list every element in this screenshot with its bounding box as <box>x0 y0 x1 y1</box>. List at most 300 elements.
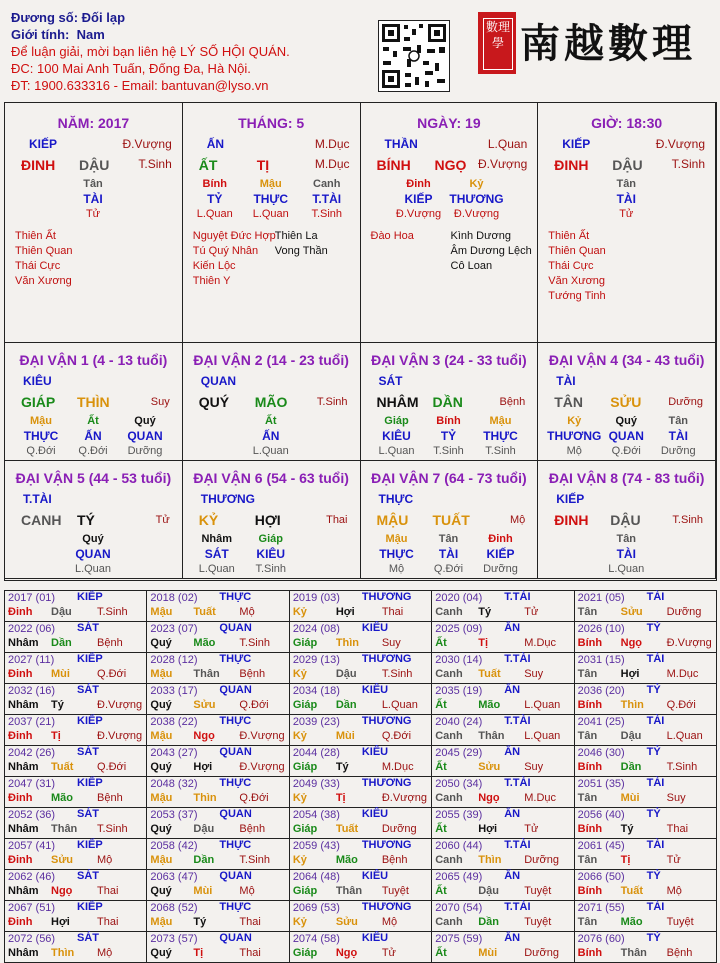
year-stem: Mậu <box>150 606 173 618</box>
year-star: TỶ <box>646 932 661 944</box>
year-label: 2057 (41) <box>8 840 56 852</box>
year-label: 2061 (45) <box>577 840 625 852</box>
year-star: QUAN <box>219 932 252 944</box>
year-branch: Hợi <box>193 761 213 773</box>
year-star: ẤN <box>504 932 521 944</box>
year-label: 2067 (51) <box>8 902 56 914</box>
dv-hidden-star: THỰC <box>379 547 414 561</box>
year-cell <box>575 932 716 962</box>
year-status: Mộ <box>239 606 255 618</box>
year-cell <box>290 653 432 683</box>
year-label: 2058 (42) <box>150 840 198 852</box>
year-status: Q.Đới <box>239 699 269 711</box>
year-stem: Giáp <box>292 885 318 897</box>
year-branch: Ngọ <box>51 885 73 897</box>
year-cell <box>290 777 432 807</box>
year-label: 2054 (38) <box>292 809 340 821</box>
year-status: Dưỡng <box>381 823 417 835</box>
year-stem: Kỷ <box>292 730 307 742</box>
year-label: 2052 (36) <box>8 809 56 821</box>
year-row <box>5 715 716 746</box>
year-status: M.Dục <box>666 668 699 680</box>
year-star: THƯƠNG <box>361 839 412 851</box>
dv-hidden-stem: Quý <box>134 415 156 427</box>
year-star: TỶ <box>646 684 661 696</box>
year-cell <box>290 901 432 931</box>
star-left: Thiên Y <box>192 275 231 287</box>
year-branch: Thìn <box>620 699 644 711</box>
year-label: 2024 (08) <box>292 623 340 635</box>
year-status: Bệnh <box>239 668 266 680</box>
dai-van-star: KIÊU <box>23 374 52 388</box>
dv-hidden-stem: Giáp <box>258 533 283 545</box>
pillar-branch-status: T.Sinh <box>138 157 172 171</box>
dai-van-branch: TÝ <box>77 512 95 528</box>
year-star: THƯƠNG <box>361 777 412 789</box>
star-left: Thái Cực <box>548 260 594 272</box>
year-row <box>5 932 716 962</box>
dv-hidden-star: KIÊU <box>256 547 286 561</box>
year-star: KIÊU <box>361 932 389 944</box>
gender-value: Nam <box>76 27 105 42</box>
pillar-top-star: THẦN <box>384 137 418 151</box>
year-status: Tuyệt <box>381 885 409 897</box>
star-right: Cô Loan <box>450 260 493 272</box>
star-left: Tướng Tinh <box>548 290 606 302</box>
star-left: Tú Quý Nhân <box>192 245 259 257</box>
dv-hidden-stem: Mậu <box>30 415 52 427</box>
year-cell <box>290 932 432 962</box>
year-star: KIÊU <box>361 684 389 696</box>
dv-hidden-star: KIẾP <box>486 547 515 561</box>
dv-hidden-star: ẤN <box>84 429 102 443</box>
dv-hidden-stem: Ất <box>264 415 277 427</box>
dai-van-branch: HỢI <box>254 512 281 528</box>
pillar-stem: ẤT <box>198 157 218 173</box>
star-right: Vong Thần <box>274 245 328 257</box>
dai-van-title: ĐẠI VẬN 4 (34 - 43 tuổi) <box>548 352 705 368</box>
dai-van-cell <box>183 461 361 579</box>
year-cell <box>147 839 289 869</box>
year-label: 2029 (13) <box>292 654 340 666</box>
year-branch: Tuất <box>620 885 644 897</box>
year-status: Bệnh <box>381 854 408 866</box>
year-cell <box>575 591 716 621</box>
year-star: T.TÀI <box>504 839 531 851</box>
year-branch: Mão <box>51 792 73 804</box>
star-left: Nguyệt Đức Hợp <box>192 230 276 242</box>
year-stem: Bính <box>577 885 603 897</box>
year-cell <box>432 839 574 869</box>
year-label: 2036 (20) <box>577 685 625 697</box>
owner-value: Đối lạp <box>81 10 126 25</box>
year-status: Đ.Vượng <box>239 730 285 742</box>
year-status: Thai <box>97 916 119 928</box>
year-star: THỰC <box>219 591 252 603</box>
year-status: Thai <box>239 947 261 959</box>
dv-hidden-star: THƯƠNG <box>547 429 602 443</box>
dai-van-title: ĐẠI VẬN 1 (4 - 13 tuổi) <box>19 352 168 368</box>
year-cell <box>575 901 716 931</box>
year-star: TỶ <box>646 622 661 634</box>
pillar-cell <box>183 103 361 343</box>
year-stem: Bính <box>577 761 603 773</box>
dv-hidden-status: T.Sinh <box>255 563 287 575</box>
dai-van-stem: NHÂM <box>376 394 419 410</box>
dai-van-stem: ĐINH <box>554 512 589 528</box>
year-row <box>5 839 716 870</box>
year-status: Dưỡng <box>666 606 702 618</box>
year-stem: Ất <box>435 637 447 649</box>
year-cell <box>5 777 147 807</box>
year-cell <box>575 870 716 900</box>
year-star: SÁT <box>77 746 99 758</box>
year-label: 2018 (02) <box>150 592 198 604</box>
year-label: 2045 (29) <box>435 747 483 759</box>
dai-van-stem: MẬU <box>376 512 409 528</box>
star-right: Thiên La <box>274 230 318 242</box>
year-cell <box>432 808 574 838</box>
year-label: 2034 (18) <box>292 685 340 697</box>
year-label: 2056 (40) <box>577 809 625 821</box>
dv-hidden-star: QUAN <box>127 429 163 443</box>
pillar-title: NGÀY: 19 <box>417 115 481 131</box>
year-label: 2020 (04) <box>435 592 483 604</box>
year-cell <box>290 715 432 745</box>
dv-hidden-stem: Tân <box>438 533 459 545</box>
year-star: THỰC <box>219 901 252 913</box>
year-label: 2043 (27) <box>150 747 198 759</box>
dai-van-stem: QUÝ <box>198 394 230 410</box>
year-star: TÀI <box>646 591 665 603</box>
dv-hidden-status: L.Quan <box>378 445 415 457</box>
dai-van-cell <box>5 461 183 579</box>
dai-van-status: Dưỡng <box>668 396 703 408</box>
year-row <box>5 777 716 808</box>
dv-hidden-star: THỰC <box>23 429 59 443</box>
dai-van-title: ĐẠI VẬN 2 (14 - 23 tuổi) <box>193 352 349 368</box>
year-star: QUAN <box>219 870 252 882</box>
year-status: Bệnh <box>666 947 693 959</box>
year-branch: Ngọ <box>478 792 500 804</box>
year-label: 2040 (24) <box>435 716 483 728</box>
year-label: 2044 (28) <box>292 747 340 759</box>
pillar-branch: TỊ <box>256 157 270 173</box>
dv-hidden-star: TỶ <box>440 429 457 443</box>
year-stem: Ất <box>435 885 447 897</box>
year-status: Tuyệt <box>524 916 552 928</box>
year-status: Dưỡng <box>524 947 559 959</box>
year-status: T.Sinh <box>666 761 698 773</box>
year-cell <box>432 777 574 807</box>
dv-hidden-status: Q.Đới <box>611 445 641 457</box>
hidden-status: Tử <box>85 208 101 220</box>
year-branch: Tị <box>478 637 488 649</box>
year-star: TỶ <box>646 746 661 758</box>
dai-van-stem: CANH <box>21 512 62 528</box>
year-cell <box>432 684 574 714</box>
hidden-stem: Kỷ <box>469 178 484 190</box>
year-label: 2076 (60) <box>577 933 625 945</box>
year-cell <box>147 591 289 621</box>
year-status: Tuyệt <box>666 916 694 928</box>
year-stem: Tân <box>577 854 598 866</box>
year-label: 2066 (50) <box>577 871 625 883</box>
pillar-branch: DẬU <box>612 157 643 173</box>
year-label: 2046 (30) <box>577 747 625 759</box>
pillar-top-status: Đ.Vượng <box>122 137 172 151</box>
gender-label: Giới tính: <box>11 27 70 42</box>
dai-van-title: ĐẠI VẬN 6 (54 - 63 tuổi) <box>193 470 349 486</box>
year-status: Đ.Vượng <box>239 761 285 773</box>
year-label: 2073 (57) <box>150 933 198 945</box>
star-right: Âm Dương Lệch <box>450 245 532 257</box>
dai-van-branch: THÌN <box>77 394 110 410</box>
year-stem: Canh <box>435 606 463 618</box>
year-cell <box>432 653 574 683</box>
year-status: Tử <box>381 947 396 959</box>
annual-table <box>4 590 717 963</box>
year-status: Thai <box>666 823 689 835</box>
year-cell <box>5 715 147 745</box>
dv-hidden-status: Dưỡng <box>127 445 163 457</box>
year-stem: Tân <box>577 792 598 804</box>
year-status: L.Quan <box>666 730 703 742</box>
year-cell <box>290 808 432 838</box>
year-stem: Canh <box>435 730 463 742</box>
year-status: M.Dục <box>524 637 556 649</box>
year-branch: Dậu <box>478 885 499 897</box>
dv-hidden-stem: Tân <box>616 533 637 545</box>
pillar-cell <box>5 103 183 343</box>
year-stem: Canh <box>435 668 463 680</box>
year-star: ẤN <box>504 622 521 634</box>
year-cell <box>432 591 574 621</box>
year-label: 2064 (48) <box>292 871 340 883</box>
star-left: Thái Cực <box>15 260 61 272</box>
year-branch: Thìn <box>193 792 217 804</box>
hidden-status: Đ.Vượng <box>395 208 442 220</box>
year-stem: Nhâm <box>8 823 39 835</box>
year-branch: Mùi <box>478 947 498 959</box>
pillar-top-status: L.Quan <box>487 137 528 151</box>
year-status: Suy <box>666 792 686 804</box>
year-cell <box>147 901 289 931</box>
year-status: Q.Đới <box>666 699 696 711</box>
year-status: Suy <box>524 761 544 773</box>
dv-hidden-status: Dưỡng <box>483 563 518 575</box>
dv-hidden-status: Dưỡng <box>660 445 696 457</box>
year-stem: Quý <box>150 761 172 773</box>
year-stem: Đinh <box>8 730 33 742</box>
year-cell <box>575 653 716 683</box>
dai-van-branch: SỬU <box>610 394 642 410</box>
year-cell <box>147 715 289 745</box>
year-cell <box>290 591 432 621</box>
year-branch: Thìn <box>335 637 360 649</box>
year-cell <box>5 591 147 621</box>
year-label: 2042 (26) <box>8 747 56 759</box>
year-status: Tuyệt <box>524 885 552 897</box>
year-status: L.Quan <box>524 730 561 742</box>
hidden-stem: Mậu <box>259 178 282 190</box>
dai-van-star: SÁT <box>378 374 403 388</box>
year-cell <box>147 653 289 683</box>
dv-hidden-star: SÁT <box>204 547 229 561</box>
year-cell <box>290 622 432 652</box>
dv-hidden-status: L.Quan <box>608 563 645 575</box>
year-star: TỶ <box>646 808 661 820</box>
year-star: KIÊU <box>361 746 389 758</box>
year-cell <box>432 746 574 776</box>
year-star: KIẾP <box>77 839 103 851</box>
year-label: 2059 (43) <box>292 840 340 852</box>
year-label: 2017 (01) <box>8 592 56 604</box>
year-stem: Nhâm <box>8 637 39 649</box>
year-branch: Ngọ <box>620 637 643 649</box>
year-star: TỶ <box>646 870 661 882</box>
year-star: TÀI <box>646 777 665 789</box>
year-row <box>5 808 716 839</box>
year-cell <box>575 684 716 714</box>
year-cell <box>5 622 147 652</box>
year-label: 2065 (49) <box>435 871 483 883</box>
hidden-stem: Đinh <box>406 178 431 190</box>
year-branch: Tị <box>193 947 204 959</box>
year-status: Q.Đới <box>381 730 412 742</box>
year-star: ẤN <box>504 684 521 696</box>
chart-grid <box>4 102 717 581</box>
star-right: Kình Dương <box>450 230 511 242</box>
year-label: 2047 (31) <box>8 778 56 790</box>
dai-van-title: ĐẠI VẬN 7 (64 - 73 tuổi) <box>371 470 527 486</box>
year-star: T.TÀI <box>504 591 531 603</box>
year-label: 2026 (10) <box>577 623 625 635</box>
year-cell <box>575 622 716 652</box>
year-status: T.Sinh <box>239 637 270 649</box>
dv-hidden-status: L.Quan <box>74 563 112 575</box>
dai-van-star: THỰC <box>378 492 414 506</box>
year-row <box>5 622 716 653</box>
year-star: T.TÀI <box>504 777 531 789</box>
dv-hidden-stem: Đinh <box>488 533 513 545</box>
year-stem: Nhâm <box>8 885 39 897</box>
year-status: Bệnh <box>97 637 123 649</box>
year-star: QUAN <box>219 622 252 634</box>
dv-hidden-status: Q.Đới <box>78 445 108 457</box>
year-star: TÀI <box>646 839 665 851</box>
year-star: KIẾP <box>77 591 103 603</box>
dai-van-star: T.TÀI <box>23 492 52 506</box>
year-label: 2041 (25) <box>577 716 625 728</box>
year-stem: Đinh <box>8 854 33 866</box>
year-star: THỰC <box>219 653 252 665</box>
year-stem: Canh <box>435 854 463 866</box>
year-branch: Tuất <box>193 606 216 618</box>
year-branch: Dần <box>620 761 642 773</box>
hidden-stem: Bính <box>202 178 227 190</box>
year-stem: Kỷ <box>292 854 307 866</box>
year-status: Đ.Vượng <box>381 792 427 804</box>
dv-hidden-stem: Mậu <box>385 533 408 545</box>
dai-van-status: Thai <box>326 514 348 526</box>
hidden-status: L.Quan <box>252 208 289 220</box>
year-label: 2019 (03) <box>292 592 340 604</box>
year-row <box>5 684 716 715</box>
dai-van-status: T.Sinh <box>672 514 703 526</box>
hidden-star: TÀI <box>616 192 636 206</box>
year-label: 2025 (09) <box>435 623 483 635</box>
year-cell <box>575 777 716 807</box>
year-star: KIẾP <box>77 777 103 789</box>
year-branch: Thìn <box>51 947 75 959</box>
pillar-stem: BÍNH <box>376 157 411 173</box>
year-status: Bệnh <box>239 823 266 835</box>
dv-hidden-star: QUAN <box>608 429 644 443</box>
year-label: 2031 (15) <box>577 654 625 666</box>
year-branch: Mùi <box>620 792 640 804</box>
year-row <box>5 746 716 777</box>
qr-code-icon <box>378 20 450 92</box>
year-star: T.TÀI <box>504 901 531 913</box>
year-branch: Mùi <box>51 668 70 680</box>
dai-van-branch: MÃO <box>254 394 288 410</box>
hidden-stem: Tân <box>83 178 103 190</box>
year-status: Bệnh <box>97 792 123 804</box>
pillar-stem: ĐINH <box>21 157 56 173</box>
year-status: Tử <box>524 823 539 835</box>
year-stem: Bính <box>577 699 603 711</box>
year-star: THƯƠNG <box>361 715 412 727</box>
year-status: T.Sinh <box>239 854 270 866</box>
year-status: T.Sinh <box>97 606 128 618</box>
year-branch: Sửu <box>193 699 216 711</box>
contact-line: Để luận giải, mời bạn liên hệ LÝ SỐ HỘI QUÁN. <box>11 44 290 59</box>
year-star: SÁT <box>77 622 99 634</box>
year-star: THƯƠNG <box>361 653 412 665</box>
year-cell <box>432 715 574 745</box>
year-branch: Thân <box>193 668 220 680</box>
year-stem: Bính <box>577 947 603 959</box>
year-stem: Tân <box>577 916 598 928</box>
year-branch: Sửu <box>335 916 358 928</box>
year-cell <box>575 746 716 776</box>
dai-van-title: ĐẠI VẬN 8 (74 - 83 tuổi) <box>548 470 705 486</box>
year-branch: Tuất <box>478 668 501 680</box>
dv-hidden-status: Mộ <box>388 563 405 575</box>
year-star: TÀI <box>646 653 665 665</box>
dv-hidden-star: TÀI <box>438 547 459 561</box>
hidden-star: TỶ <box>207 192 223 206</box>
year-cell <box>432 932 574 962</box>
year-label: 2068 (52) <box>150 902 198 914</box>
year-label: 2072 (56) <box>8 933 56 945</box>
year-star: THƯƠNG <box>361 591 412 603</box>
year-stem: Quý <box>150 885 172 897</box>
year-cell <box>5 684 147 714</box>
year-branch: Mão <box>478 699 501 711</box>
hidden-status: L.Quan <box>196 208 233 220</box>
year-branch: Sửu <box>620 606 643 618</box>
year-stem: Mậu <box>150 916 173 928</box>
dv-hidden-star: THỰC <box>483 429 518 443</box>
year-stem: Quý <box>150 947 172 959</box>
seal-text: 數理學 <box>483 18 513 70</box>
pillar-branch-status: T.Sinh <box>671 157 705 171</box>
dv-hidden-stem: Quý <box>82 533 104 545</box>
year-status: Thai <box>239 916 261 928</box>
hidden-stem: Tân <box>616 178 637 190</box>
